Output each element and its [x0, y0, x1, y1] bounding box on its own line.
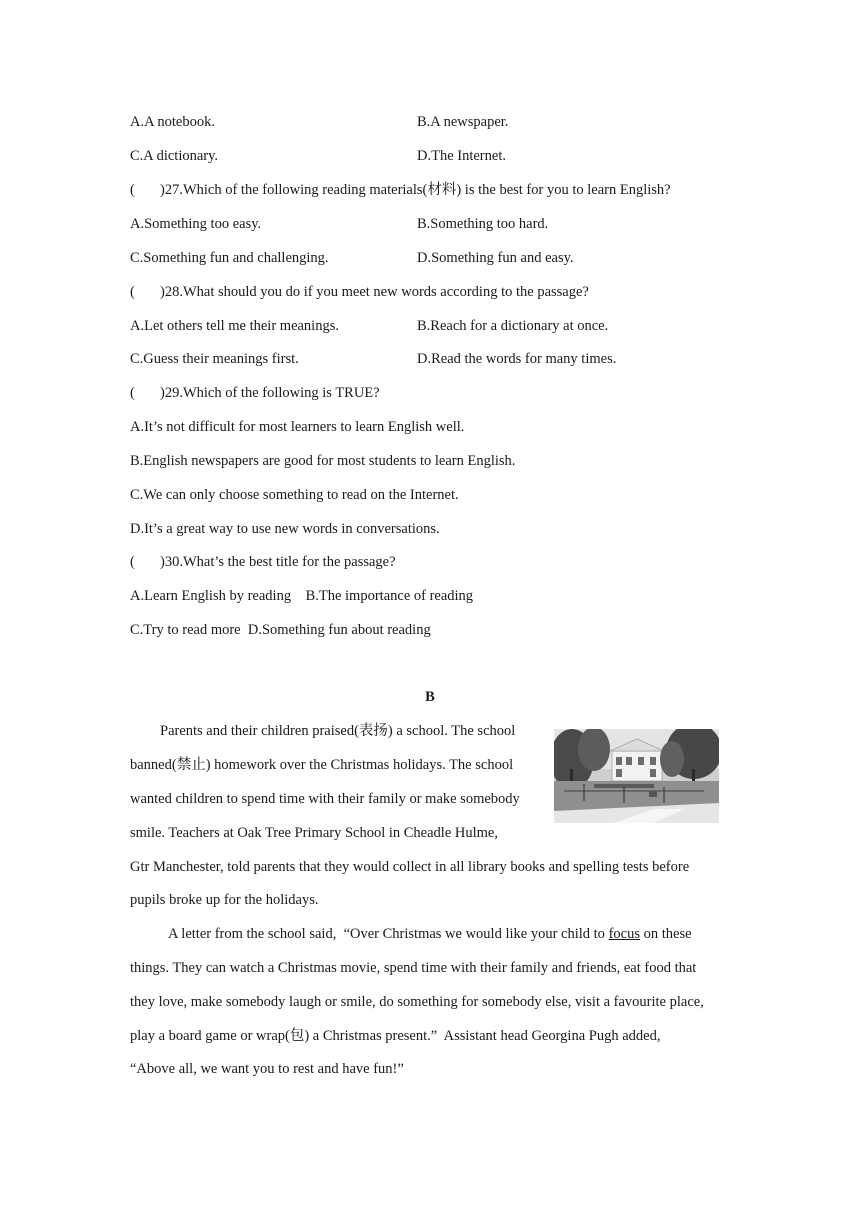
underlined-word: focus	[608, 926, 640, 942]
passage-line: Parents and their children praised(表扬) a school. The school	[160, 723, 516, 739]
passage-line: play a board game or wrap(包) a Christmas present.” Assistant head Georgina Pugh added,	[130, 1028, 661, 1044]
passage-line: smile. Teachers at Oak Tree Primary School in Cheadle Hulme,	[130, 825, 498, 841]
q28-option-c: C.Guess their meanings first.	[130, 351, 299, 367]
q27-option-c: C.Something fun and challenging.	[130, 250, 329, 266]
q26-option-d: D.The Internet.	[417, 148, 506, 164]
q29-prompt-text: )29.Which of the following is TRUE?	[160, 385, 380, 401]
passage-text: on these	[639, 926, 692, 942]
q27-option-b: B.Something too hard.	[417, 216, 549, 232]
q26-option-c: C.A dictionary.	[130, 148, 219, 164]
passage-line: banned(禁止) homework over the Christmas holidays. The school	[130, 757, 514, 773]
q29-prompt	[130, 384, 380, 402]
q28-option-b: B.Reach for a dictionary at once.	[417, 318, 609, 334]
q30-prompt	[130, 553, 396, 571]
passage-line: they love, make somebody laugh or smile, do something for somebody else, visit a favourite place,	[130, 994, 704, 1010]
q29-option-d: D.It’s a great way to use new words in conversations.	[130, 521, 440, 537]
answer-bracket: (	[130, 554, 135, 570]
q30-options-cd: C.Try to read more D.Something fun about reading	[130, 622, 431, 638]
answer-bracket: (	[130, 284, 135, 300]
passage-line: pupils broke up for the holidays.	[130, 892, 319, 908]
q30-options-ab: A.Learn English by reading B.The importance of reading	[130, 588, 474, 604]
q26-option-b: B.A newspaper.	[417, 114, 509, 130]
q29-option-b: B.English newspapers are good for most students to learn English.	[130, 453, 516, 469]
q30-prompt-text: )30.What’s the best title for the passage?	[160, 554, 396, 570]
passage-line: Gtr Manchester, told parents that they would collect in all library books and spelling tests before	[130, 859, 690, 875]
q29-option-c: C.We can only choose something to read on the Internet.	[130, 487, 459, 503]
q27-prompt	[130, 181, 671, 199]
answer-bracket: (	[130, 385, 135, 401]
passage-line: “Above all, we want you to rest and have fun!”	[130, 1061, 404, 1077]
q28-option-a: A.Let others tell me their meanings.	[130, 318, 339, 334]
q28-prompt-text: )28.What should you do if you meet new words according to the passage?	[160, 284, 589, 300]
passage-text: A letter from the school said, “Over Christmas we would like your child to	[168, 926, 609, 942]
q27-option-d: D.Something fun and easy.	[417, 250, 574, 266]
passage-line: wanted children to spend time with their family or make somebody	[130, 791, 520, 807]
school-photo	[554, 729, 719, 823]
q27-option-a: A.Something too easy.	[130, 216, 262, 232]
q28-option-d: D.Read the words for many times.	[417, 351, 617, 367]
passage-line: things. They can watch a Christmas movie, spend time with their family and friends, eat food that	[130, 960, 697, 976]
q28-prompt	[130, 283, 589, 301]
q29-option-a: A.It’s not difficult for most learners to learn English well.	[130, 419, 465, 435]
answer-bracket: (	[130, 182, 135, 198]
q26-option-a: A.A notebook.	[130, 114, 215, 130]
q27-prompt-text: )27.Which of the following reading materials(材料) is the best for you to learn English?	[160, 182, 671, 198]
section-title: B	[425, 689, 435, 705]
passage-line	[168, 925, 692, 943]
